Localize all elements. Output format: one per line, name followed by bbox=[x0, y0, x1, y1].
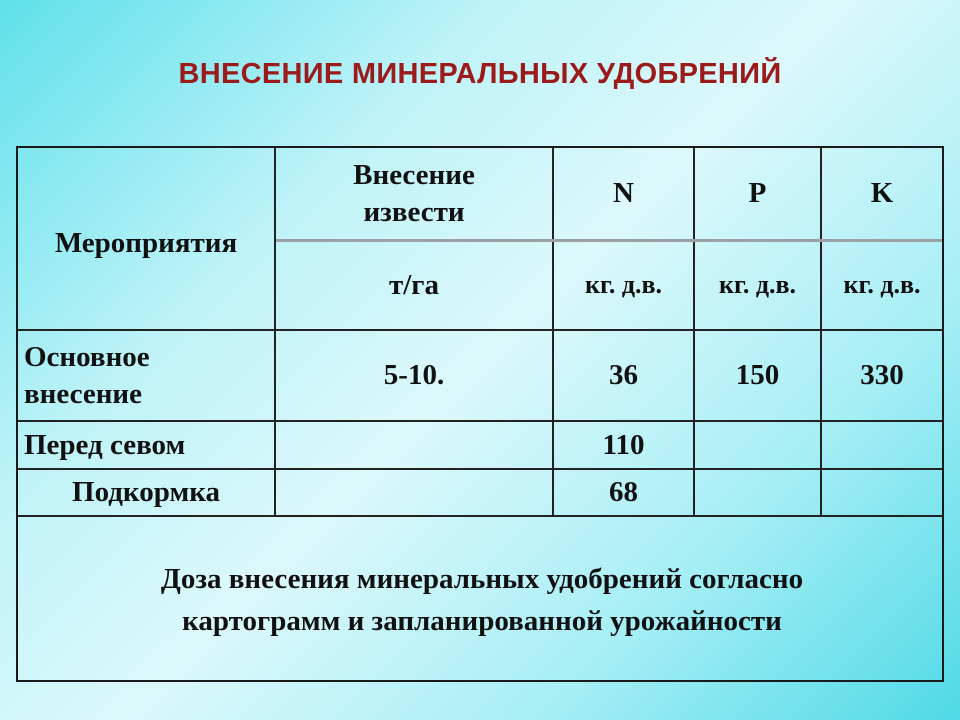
cell-main-k: 330 bbox=[860, 359, 904, 392]
header-k-name: K bbox=[870, 177, 894, 210]
row-label-before-sowing: Перед севом bbox=[24, 428, 186, 461]
header-n-name: N bbox=[613, 177, 634, 210]
cell-topdress-lime bbox=[276, 470, 552, 515]
header-p-unit: кг. д.в. bbox=[718, 270, 797, 300]
footer-line2: картограмм и запланированной урожайности bbox=[182, 605, 782, 638]
header-k-unit: кг. д.в. bbox=[843, 270, 921, 300]
cell-topdress-p bbox=[695, 470, 820, 515]
cell-sowing-p bbox=[695, 422, 820, 468]
cell-topdress-n: 68 bbox=[609, 476, 638, 509]
row-label-main-application bbox=[24, 331, 274, 420]
page-title: ВНЕСЕНИЕ МИНЕРАЛЬНЫХ УДОБРЕНИЙ bbox=[178, 58, 782, 90]
cell-main-p: 150 bbox=[735, 359, 780, 392]
cell-topdress-k bbox=[822, 470, 942, 515]
cell-main-lime: 5-10. bbox=[383, 359, 445, 392]
footer-line1: Доза внесения минеральных удобрений согласно bbox=[160, 563, 804, 595]
header-n-unit: кг. д.в. bbox=[584, 270, 663, 300]
table-footer-note bbox=[18, 558, 946, 642]
cell-main-n: 36 bbox=[609, 359, 638, 392]
cell-sowing-n: 110 bbox=[602, 428, 645, 461]
header-lime-unit: т/га bbox=[389, 269, 439, 302]
header-p-name: P bbox=[748, 177, 767, 210]
cell-sowing-lime bbox=[276, 422, 552, 468]
header-lime-name bbox=[276, 148, 552, 239]
fertilizer-table bbox=[16, 146, 944, 682]
row-label-top-dressing: Подкормка bbox=[72, 476, 220, 509]
row-label-line2: внесение bbox=[24, 377, 142, 410]
row-label-line1: Основное bbox=[24, 341, 150, 374]
row-divider bbox=[18, 515, 942, 517]
cell-sowing-k bbox=[822, 422, 942, 468]
header-lime-name-text: Внесение извести bbox=[353, 159, 475, 228]
header-row-label: Мероприятия bbox=[54, 227, 238, 260]
